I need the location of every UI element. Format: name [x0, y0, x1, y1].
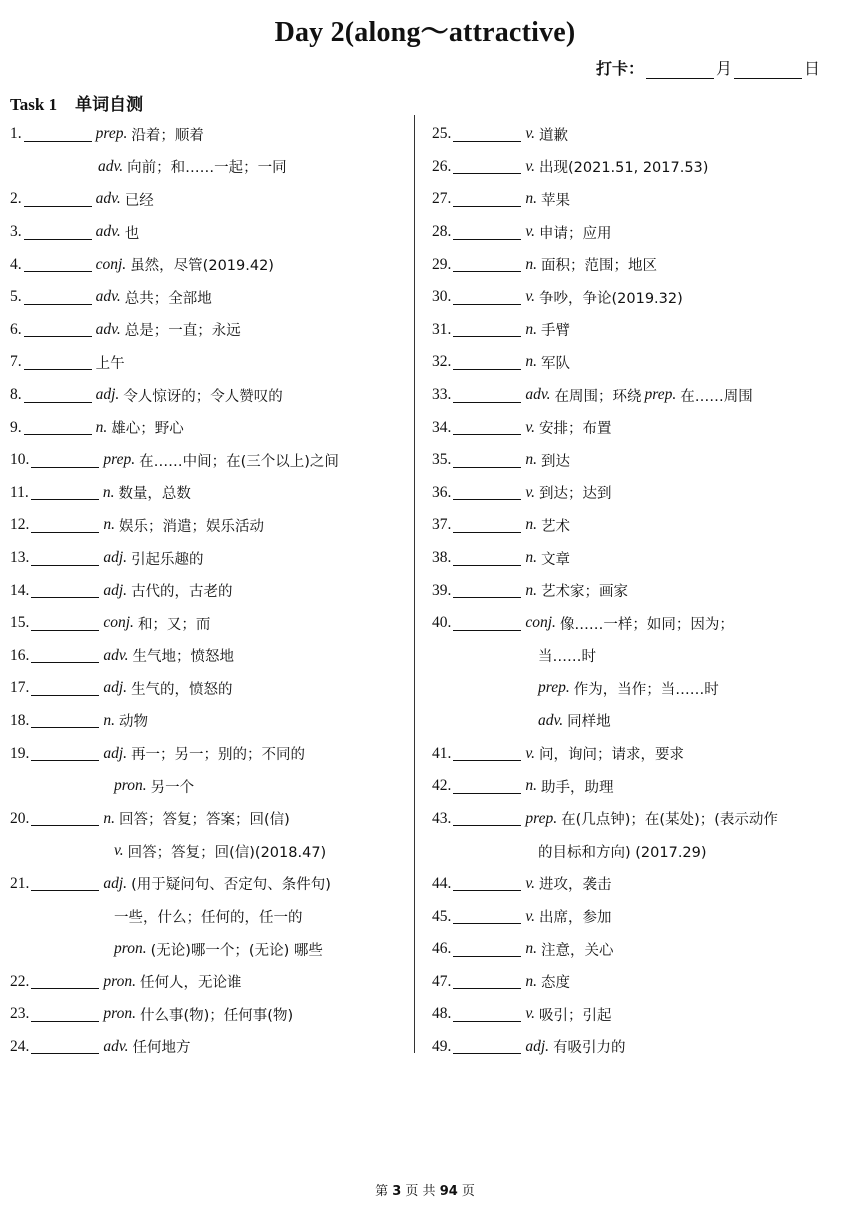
- word-entry: [10, 248, 410, 281]
- part-of-speech: prep.: [103, 451, 136, 469]
- answer-blank[interactable]: [31, 1007, 99, 1022]
- word-entry: [432, 216, 832, 249]
- entry-number: 10.: [10, 451, 30, 469]
- column-divider: [414, 115, 415, 1053]
- definition: 艺术: [541, 518, 570, 535]
- definition: 面积；范围；地区: [541, 258, 657, 275]
- word-entry: [432, 607, 832, 640]
- definition: 争吵，争论(2019.32): [538, 290, 683, 307]
- word-entry: [432, 509, 832, 542]
- definition: 军队: [541, 355, 570, 372]
- part-of-speech: n.: [525, 940, 537, 958]
- part-of-speech: adj.: [103, 744, 128, 762]
- definition: 问，询问；请求，要求: [538, 747, 684, 764]
- answer-blank[interactable]: [453, 192, 521, 207]
- word-entry: [432, 151, 832, 184]
- entry-number: 35.: [432, 451, 452, 469]
- definition: 在周围；环绕: [554, 388, 642, 405]
- part-of-speech: n.: [525, 581, 537, 599]
- answer-blank[interactable]: [24, 225, 92, 240]
- word-entry: [10, 705, 410, 738]
- answer-blank[interactable]: [453, 811, 521, 826]
- entry-number: 17.: [10, 679, 30, 697]
- part-of-speech: v.: [525, 483, 535, 501]
- word-entry: [432, 314, 832, 347]
- answer-blank[interactable]: [24, 355, 92, 370]
- entry-number: 29.: [432, 255, 452, 273]
- word-entry: [10, 607, 410, 640]
- word-entry: [10, 542, 410, 575]
- answer-blank[interactable]: [31, 583, 99, 598]
- entry-number: 30.: [432, 288, 452, 306]
- task-number: Task 1: [10, 95, 58, 114]
- entry-number: 1.: [10, 125, 22, 143]
- definition: 总是；一直；永远: [124, 323, 241, 340]
- footer-mid: 页 共: [405, 1184, 436, 1199]
- answer-blank[interactable]: [453, 746, 521, 761]
- definition: 总共；全部地: [124, 290, 212, 307]
- part-of-speech: v.: [114, 842, 124, 860]
- word-entry: [432, 574, 832, 607]
- word-entry: [432, 346, 832, 379]
- definition: 任何地方: [132, 1040, 191, 1057]
- definition: 任何人，无论谁: [139, 975, 242, 992]
- word-entry: [10, 509, 410, 542]
- definition: 雄心；野心: [111, 421, 184, 438]
- entry-number: 43.: [432, 809, 452, 827]
- word-entry: [10, 216, 410, 249]
- word-entry: [432, 737, 832, 770]
- part-of-speech: v.: [525, 223, 535, 241]
- part-of-speech: adv.: [95, 223, 121, 241]
- page-title: Day 2(along～attractive): [274, 17, 576, 48]
- answer-blank[interactable]: [453, 159, 521, 174]
- entry-number: 12.: [10, 516, 30, 534]
- definition: 出现(2021.51, 2017.53): [538, 160, 709, 177]
- task-heading: [10, 90, 143, 115]
- definition: 在(几点钟)；在(某处)；(表示动作: [561, 812, 778, 829]
- entry-continuation: [432, 640, 832, 673]
- word-entry: [10, 998, 410, 1031]
- entry-number: 8.: [10, 386, 22, 404]
- definition: 出席，参加: [538, 910, 612, 927]
- definition: 娱乐；消遣；娱乐活动: [119, 518, 264, 535]
- part-of-speech: adv.: [103, 1037, 129, 1055]
- part-of-speech: adv.: [98, 157, 124, 175]
- word-entry: [432, 868, 832, 901]
- part-of-speech: conj.: [103, 614, 134, 632]
- part-of-speech: adv.: [525, 386, 551, 404]
- word-entry: [10, 574, 410, 607]
- answer-blank[interactable]: [31, 616, 99, 631]
- part-of-speech: n.: [525, 516, 537, 534]
- answer-blank[interactable]: [453, 420, 521, 435]
- definition: 令人惊讶的；令人赞叹的: [123, 388, 283, 405]
- word-entry: [10, 118, 410, 151]
- entry-number: 6.: [10, 320, 22, 338]
- entry-number: 25.: [432, 125, 452, 143]
- definition: 作为，当作；当……时: [573, 681, 719, 698]
- word-entry: [432, 770, 832, 803]
- definition: 在……中间；在(三个以上)之间: [139, 453, 339, 470]
- definition: 在……周围: [680, 388, 753, 405]
- definition: 沿着；顺着: [131, 127, 204, 144]
- part-of-speech: n.: [525, 451, 537, 469]
- part-of-speech: n.: [525, 353, 537, 371]
- entry-number: 27.: [432, 190, 452, 208]
- definition: 文章: [541, 551, 570, 568]
- entry-number: 47.: [432, 972, 452, 990]
- part-of-speech: n.: [525, 255, 537, 273]
- entry-number: 19.: [10, 744, 30, 762]
- part-of-speech: prep.: [644, 386, 677, 404]
- part-of-speech: v.: [525, 744, 535, 762]
- definition: 引起乐趣的: [131, 551, 204, 568]
- part-of-speech: adv.: [95, 190, 121, 208]
- answer-blank[interactable]: [453, 1039, 521, 1054]
- definition: 手臂: [541, 323, 570, 340]
- part-of-speech: n.: [525, 972, 537, 990]
- answer-blank[interactable]: [31, 648, 99, 663]
- word-entry: [432, 281, 832, 314]
- word-entry: [10, 965, 410, 998]
- definition: (用于疑问句、否定句、条件句): [131, 877, 331, 894]
- word-entry: [10, 477, 410, 510]
- definition: 虽然，尽管(2019.42): [130, 258, 274, 275]
- definition: 有吸引力的: [553, 1040, 626, 1057]
- answer-blank[interactable]: [453, 876, 521, 891]
- answer-blank[interactable]: [453, 257, 521, 272]
- definition: 注意，关心: [541, 942, 614, 959]
- entry-number: 41.: [432, 744, 452, 762]
- definition: 艺术家；画家: [541, 584, 628, 601]
- entry-number: 37.: [432, 516, 452, 534]
- task-name: 单词自测: [75, 95, 144, 115]
- entry-number: 26.: [432, 157, 452, 175]
- checkin-row: [596, 56, 820, 79]
- checkin-label: 打卡：: [595, 59, 644, 78]
- word-entry: [432, 933, 832, 966]
- answer-blank[interactable]: [453, 388, 521, 403]
- word-entry: [10, 802, 410, 835]
- entry-number: 22.: [10, 972, 30, 990]
- entry-number: 49.: [432, 1037, 452, 1055]
- part-of-speech: adj.: [103, 549, 128, 567]
- word-entry: [10, 444, 410, 477]
- word-entry: [432, 965, 832, 998]
- word-entry: [432, 118, 832, 151]
- part-of-speech: n.: [103, 809, 115, 827]
- part-of-speech: pron.: [114, 940, 147, 958]
- answer-blank[interactable]: [24, 322, 92, 337]
- part-of-speech: adv.: [95, 320, 121, 338]
- definition: 一些，什么；任何的，任一的: [114, 910, 303, 927]
- part-of-speech: n.: [103, 711, 115, 729]
- definition: 已经: [124, 192, 154, 209]
- word-entry: [10, 640, 410, 673]
- answer-blank[interactable]: [453, 225, 521, 240]
- word-entry: [10, 868, 410, 901]
- entry-number: 33.: [432, 386, 452, 404]
- month-label: 月: [715, 59, 732, 78]
- entry-continuation: [10, 835, 410, 868]
- part-of-speech: v.: [525, 418, 535, 436]
- entry-number: 44.: [432, 874, 452, 892]
- part-of-speech: adv.: [538, 711, 564, 729]
- entry-number: 36.: [432, 483, 452, 501]
- entry-continuation: [432, 705, 832, 738]
- part-of-speech: n.: [103, 516, 115, 534]
- entry-number: 28.: [432, 223, 452, 241]
- entry-number: 2.: [10, 190, 22, 208]
- definition: 生气的，愤怒的: [131, 681, 233, 698]
- page-footer: [0, 1180, 850, 1199]
- word-entry: [10, 379, 410, 412]
- part-of-speech: pron.: [103, 1005, 136, 1023]
- entry-number: 14.: [10, 581, 30, 599]
- answer-blank[interactable]: [31, 453, 99, 468]
- entry-number: 5.: [10, 288, 22, 306]
- entry-number: 48.: [432, 1005, 452, 1023]
- answer-blank[interactable]: [453, 1007, 521, 1022]
- definition: (无论)哪一个；(无论) 哪些: [150, 942, 323, 959]
- definition: 助手，助理: [541, 779, 614, 796]
- definition: 回答；答复；答案；回(信): [119, 812, 290, 829]
- word-entry: [10, 411, 410, 444]
- part-of-speech: prep.: [538, 679, 570, 697]
- part-of-speech: pron.: [114, 777, 147, 795]
- definition: 像……一样；如同；因为；: [559, 616, 734, 633]
- part-of-speech: n.: [102, 483, 115, 501]
- word-entry: [432, 183, 832, 216]
- answer-blank[interactable]: [24, 388, 92, 403]
- word-entry: [10, 1031, 410, 1064]
- entry-continuation: [432, 672, 832, 705]
- definition: 再一；另一；别的；不同的: [131, 747, 306, 764]
- definition: 道歉: [538, 127, 568, 144]
- part-of-speech: n.: [525, 320, 537, 338]
- part-of-speech: n.: [525, 549, 537, 567]
- definition: 另一个: [150, 779, 195, 796]
- definition: 回答；答复；回(信)(2018.47): [127, 844, 327, 861]
- answer-blank[interactable]: [31, 713, 99, 728]
- entry-number: 32.: [432, 353, 452, 371]
- word-entry: [10, 281, 410, 314]
- part-of-speech: n.: [95, 418, 108, 436]
- right-column: [432, 118, 832, 1063]
- footer-page: 3: [392, 1184, 402, 1199]
- entry-number: 46.: [432, 940, 452, 958]
- definition: 当……时: [538, 649, 596, 666]
- answer-blank[interactable]: [453, 453, 521, 468]
- entry-number: 15.: [10, 614, 30, 632]
- answer-blank[interactable]: [453, 909, 521, 924]
- definition: 的目标和方向) (2017.29): [538, 844, 707, 861]
- word-entry: [10, 737, 410, 770]
- footer-pre: 第: [375, 1184, 389, 1199]
- entry-number: 34.: [432, 418, 452, 436]
- entry-number: 23.: [10, 1005, 30, 1023]
- entry-number: 39.: [432, 581, 452, 599]
- entry-continuation: [10, 900, 410, 933]
- part-of-speech: prep.: [525, 809, 558, 827]
- entry-continuation: [10, 770, 410, 803]
- entry-number: 31.: [432, 320, 452, 338]
- word-entry: [432, 379, 832, 412]
- part-of-speech: pron.: [103, 972, 136, 990]
- answer-blank[interactable]: [453, 583, 521, 598]
- answer-blank[interactable]: [453, 942, 521, 957]
- definition: 古代的，古老的: [131, 584, 233, 601]
- definition: 向前；和……一起；一同: [127, 160, 287, 177]
- answer-blank[interactable]: [24, 290, 92, 305]
- part-of-speech: adj.: [525, 1037, 550, 1055]
- answer-blank[interactable]: [31, 518, 99, 533]
- part-of-speech: conj.: [95, 255, 127, 273]
- definition: 和；又；而: [137, 616, 211, 633]
- word-entry: [10, 672, 410, 705]
- answer-blank[interactable]: [453, 616, 521, 631]
- entry-number: 13.: [10, 549, 30, 567]
- answer-blank[interactable]: [453, 322, 521, 337]
- definition: 安排；布置: [538, 421, 612, 438]
- definition: 态度: [541, 975, 570, 992]
- word-entry: [432, 477, 832, 510]
- entry-number: 4.: [10, 255, 22, 273]
- entry-number: 24.: [10, 1037, 30, 1055]
- word-entry: [10, 314, 410, 347]
- entry-number: 20.: [10, 809, 30, 827]
- word-entry: [432, 900, 832, 933]
- entry-number: 21.: [10, 874, 30, 892]
- word-entry: [432, 411, 832, 444]
- word-entry: [432, 802, 832, 835]
- part-of-speech: v.: [525, 157, 535, 175]
- entry-continuation: [10, 151, 410, 184]
- definition: 到达: [541, 453, 570, 470]
- entry-number: 9.: [10, 418, 22, 436]
- answer-blank[interactable]: [31, 485, 99, 500]
- definition: 生气地；愤怒地: [132, 649, 234, 666]
- answer-blank[interactable]: [453, 779, 521, 794]
- answer-blank[interactable]: [453, 551, 521, 566]
- entry-number: 16.: [10, 646, 30, 664]
- day-blank[interactable]: [734, 62, 802, 79]
- answer-blank[interactable]: [24, 420, 92, 435]
- part-of-speech: n.: [525, 777, 537, 795]
- entry-continuation: [10, 933, 410, 966]
- part-of-speech: prep.: [95, 125, 128, 143]
- definition: 苹果: [541, 192, 570, 209]
- day-label: 日: [803, 59, 820, 78]
- answer-blank[interactable]: [453, 974, 521, 989]
- answer-blank[interactable]: [31, 1039, 99, 1054]
- part-of-speech: adv.: [95, 288, 121, 306]
- answer-blank[interactable]: [453, 355, 521, 370]
- entry-number: 11.: [10, 483, 29, 501]
- answer-blank[interactable]: [31, 876, 99, 891]
- answer-blank[interactable]: [31, 811, 99, 826]
- definition: 数量，总数: [118, 486, 191, 503]
- part-of-speech: v.: [525, 907, 535, 925]
- part-of-speech: v.: [525, 288, 535, 306]
- month-blank[interactable]: [646, 62, 714, 79]
- entry-number: 38.: [432, 549, 452, 567]
- entry-number: 40.: [432, 614, 452, 632]
- definition: 上午: [95, 355, 125, 372]
- definition: 吸引；引起: [538, 1007, 612, 1024]
- answer-blank[interactable]: [31, 746, 99, 761]
- answer-blank[interactable]: [24, 257, 92, 272]
- footer-post: 页: [461, 1184, 475, 1199]
- footer-total: 94: [439, 1184, 458, 1199]
- answer-blank[interactable]: [31, 974, 99, 989]
- answer-blank[interactable]: [453, 485, 521, 500]
- part-of-speech: adv.: [103, 646, 129, 664]
- entry-number: 18.: [10, 711, 30, 729]
- entry-number: 3.: [10, 223, 22, 241]
- answer-blank[interactable]: [31, 681, 99, 696]
- part-of-speech: adj.: [103, 874, 128, 892]
- part-of-speech: n.: [525, 190, 537, 208]
- definition: 到达；达到: [538, 486, 612, 503]
- entry-number: 7.: [10, 353, 22, 371]
- word-entry: [432, 998, 832, 1031]
- part-of-speech: v.: [525, 874, 535, 892]
- part-of-speech: adj.: [95, 386, 120, 404]
- part-of-speech: adj.: [103, 679, 128, 697]
- entry-number: 42.: [432, 777, 452, 795]
- answer-blank[interactable]: [453, 127, 521, 142]
- word-entry: [432, 444, 832, 477]
- part-of-speech: v.: [525, 1005, 535, 1023]
- word-entry: [432, 1031, 832, 1064]
- definition: 进攻，袭击: [538, 877, 612, 894]
- answer-blank[interactable]: [31, 551, 99, 566]
- part-of-speech: adj.: [103, 581, 128, 599]
- part-of-speech: v.: [525, 125, 535, 143]
- part-of-speech: conj.: [525, 614, 556, 632]
- word-entry: [432, 248, 832, 281]
- definition: 动物: [119, 714, 148, 731]
- definition: 也: [124, 225, 140, 242]
- left-column: [10, 118, 410, 1063]
- entry-number: 45.: [432, 907, 452, 925]
- definition: 什么事(物)；任何事(物): [139, 1007, 294, 1024]
- answer-blank[interactable]: [24, 192, 92, 207]
- answer-blank[interactable]: [453, 518, 521, 533]
- word-entry: [10, 346, 410, 379]
- answer-blank[interactable]: [453, 290, 521, 305]
- definition: 同样地: [567, 714, 611, 731]
- definition: 申请；应用: [538, 225, 612, 242]
- word-entry: [432, 542, 832, 575]
- entry-continuation: [432, 835, 832, 868]
- word-entry: [10, 183, 410, 216]
- answer-blank[interactable]: [24, 127, 92, 142]
